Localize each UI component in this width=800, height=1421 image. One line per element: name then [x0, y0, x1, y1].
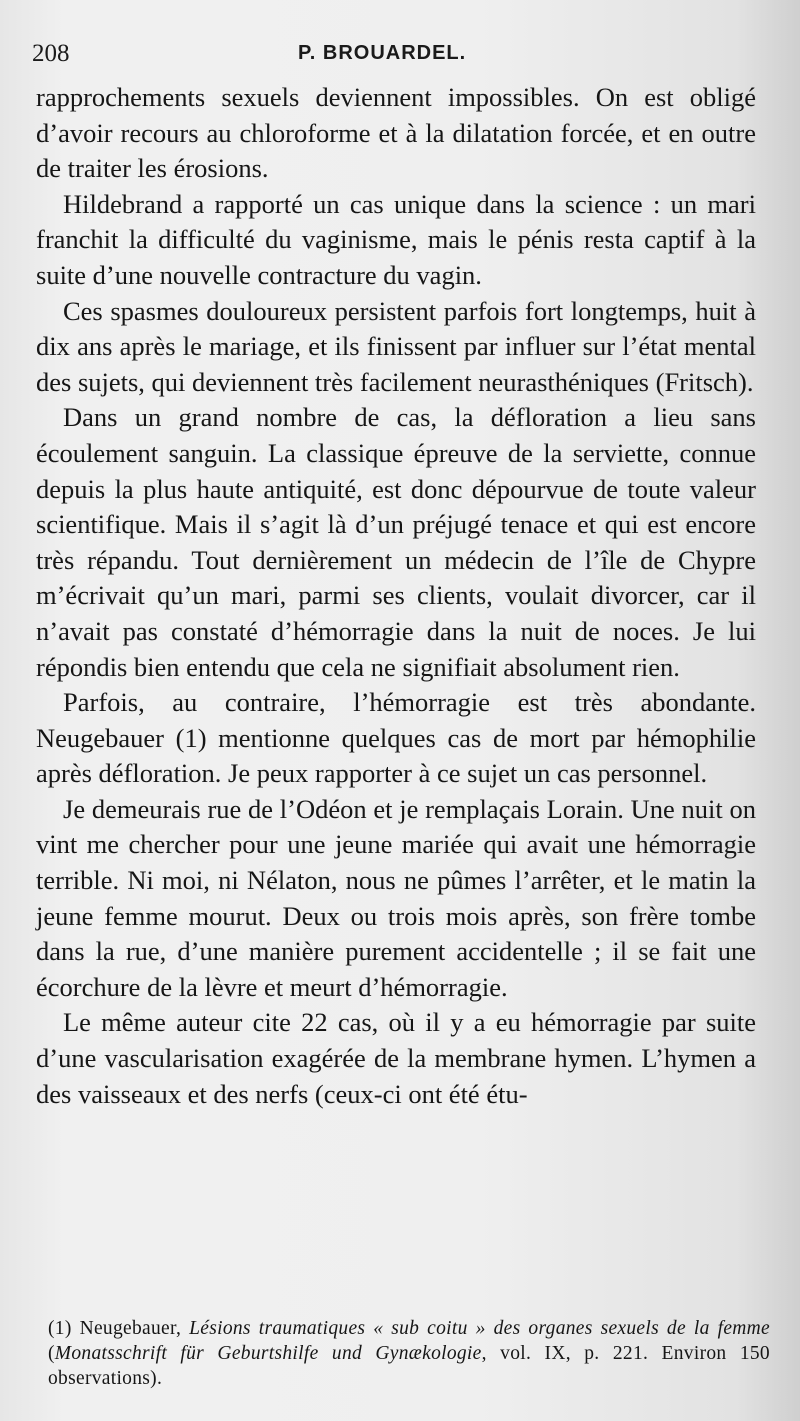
paragraph: Ces spasmes douloureux persistent parfois fort longtemps, huit à dix ans après le mariage, et ils finissent par influer sur l’état mental des sujets, qui deviennent très facilement neurasthéniques (Fritsch). — [36, 295, 756, 397]
paragraph-continued: rapprochements sexuels deviennent impossibles. On est obligé d’avoir recours au chloroforme et à la dilatation forcée, et en outre de traiter les érosions. — [36, 82, 756, 184]
page-number: 208 — [32, 40, 70, 67]
footnote-paren: ( — [48, 1343, 55, 1364]
paragraph: Le même auteur cite 22 cas, où il y a eu hémorragie par suite d’une vascularisation exagérée de la membrane hymen. L’hymen a des vaisseaux et des nerfs (ceux-ci ont été étu- — [36, 1007, 756, 1109]
running-head: P. BROUARDEL. — [298, 42, 467, 64]
footnote-marker: (1) Neugebauer, — [48, 1318, 190, 1339]
footnote-journal: Monatsschrift für Geburtshilfe und Gynækologie — [54, 1343, 482, 1364]
page-header — [30, 40, 770, 76]
footnote-rest: , vol. IX, p. 221. Environ 150 observations). — [48, 1343, 770, 1389]
paragraph: Dans un grand nombre de cas, la défloration a lieu sans écoulement sanguin. La classique épreuve de la serviette, connue depuis la plus haute antiquité, est donc dépourvue de toute valeur scientifique. Mais il s’agit là d’un préjugé tenace et qui est encore très répandu. Tout dernièrement un médecin de l’île de Chypre m’écrivait qu’un mari, parmi ses clients, voulait divorcer, car il n’avait pas constaté d’hémorragie dans la nuit de noces. Je lui répondis bien entendu que cela ne signifiait absolument rien. — [36, 402, 756, 682]
footnote — [48, 1316, 770, 1391]
paragraph: Parfois, au contraire, l’hémorragie est très abondante. Neugebauer (1) mentionne quelques cas de mort par hémophilie après défloration. Je peux rapporter à ce sujet un cas personnel. — [36, 687, 756, 789]
body-text — [36, 80, 756, 1112]
paragraph: Hildebrand a rapporté un cas unique dans la science : un mari franchit la difficulté du vaginisme, mais le pénis resta captif à la suite d’une nouvelle contracture du vagin. — [36, 188, 756, 290]
paragraph: Je demeurais rue de l’Odéon et je remplaçais Lorain. Une nuit on vint me chercher pour une jeune mariée qui avait une hémorragie terrible. Ni moi, ni Nélaton, nous ne pûmes l’arrêter, et le matin la jeune femme mourut. Deux ou trois mois après, son frère tombe dans la rue, d’une manière purement accidentelle ; il se fait une écorchure de la lèvre et meurt d’hémorragie. — [36, 793, 756, 1002]
footnote-title: Lésions traumatiques « sub coitu » des organes sexuels de la femme — [189, 1318, 770, 1339]
